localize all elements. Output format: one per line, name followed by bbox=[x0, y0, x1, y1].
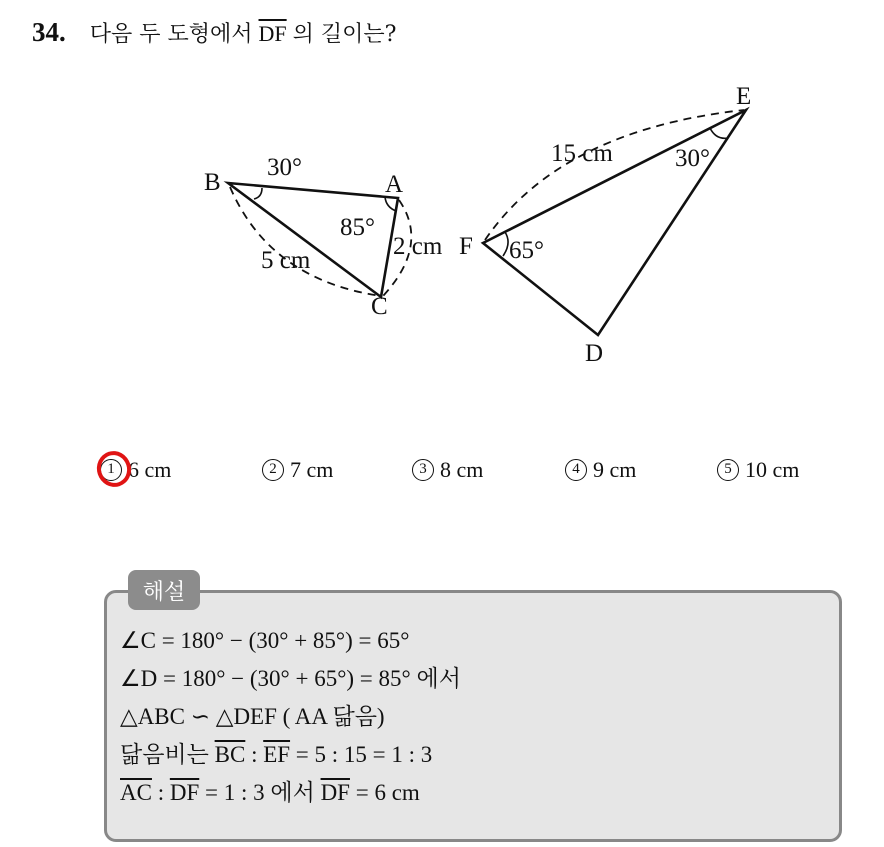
segment-ac: $\overline{AC}$ bbox=[120, 780, 152, 805]
segment-ef: $\overline{EF}$ bbox=[263, 742, 291, 767]
choice-number: 2 bbox=[262, 459, 284, 481]
choice-4[interactable] bbox=[565, 450, 636, 490]
choice-number: 5 bbox=[717, 459, 739, 481]
solution-text: 닮음비는 bbox=[120, 742, 215, 767]
label-e: E bbox=[736, 83, 752, 110]
solution-text: = 6 cm bbox=[349, 780, 420, 805]
solution-text: = 5 : 15 = 1 : 3 bbox=[290, 742, 433, 767]
choice-5[interactable] bbox=[717, 450, 799, 490]
angle-mark-a bbox=[385, 197, 396, 211]
angle-mark-e bbox=[710, 128, 728, 138]
question-text-before: 다음 두 도형에서 bbox=[89, 21, 253, 47]
segment-bc: $\overline{BC}$ bbox=[214, 742, 246, 767]
label-d: D bbox=[585, 340, 604, 367]
segment-df: $\overline{DF}$ bbox=[169, 780, 200, 805]
solution-text: ∠D = 180° − (30° + 65°) = 85° 에서 bbox=[120, 666, 461, 691]
solution-text: : bbox=[245, 742, 264, 767]
label-angle-f: 65° bbox=[509, 237, 544, 264]
label-c: C bbox=[371, 293, 388, 320]
label-angle-b: 30° bbox=[267, 154, 302, 181]
angle-mark-b bbox=[254, 188, 262, 199]
choice-2[interactable] bbox=[262, 450, 333, 490]
solution-line-4 bbox=[120, 736, 461, 774]
label-angle-a: 85° bbox=[340, 214, 375, 241]
solution-text: △ABC ∽ △DEF ( AA 닮음) bbox=[120, 704, 385, 729]
choice-number: 1 bbox=[100, 459, 122, 481]
choice-text: 8 cm bbox=[440, 457, 484, 482]
solution-text: ∠C = 180° − (30° + 85°) = 65° bbox=[120, 628, 410, 653]
angle-mark-f bbox=[503, 232, 508, 256]
question-text-after: 의 길이는? bbox=[292, 21, 397, 47]
solution-tag: 해설 bbox=[128, 570, 200, 610]
choice-list bbox=[100, 450, 840, 490]
answer-mark-circle bbox=[92, 447, 135, 492]
triangle-def bbox=[483, 110, 746, 335]
label-len-ac: 2 cm bbox=[393, 233, 443, 260]
choice-3[interactable] bbox=[412, 450, 483, 490]
label-len-bc: 5 cm bbox=[261, 247, 311, 274]
question-number: 34. bbox=[32, 16, 66, 47]
solution-line-2 bbox=[120, 660, 461, 698]
label-len-ef: 15 cm bbox=[551, 140, 613, 167]
choice-1[interactable] bbox=[100, 450, 171, 490]
solution-line-3 bbox=[120, 698, 461, 736]
label-b: B bbox=[204, 169, 221, 196]
solution-text: = 1 : 3 에서 bbox=[199, 780, 321, 805]
solution-text: : bbox=[151, 780, 170, 805]
solution-body bbox=[120, 622, 461, 812]
solution-line-5 bbox=[120, 774, 461, 812]
label-f: F bbox=[459, 233, 473, 260]
choice-text: 6 cm bbox=[128, 457, 172, 482]
choice-number: 3 bbox=[412, 459, 434, 481]
choice-number: 4 bbox=[565, 459, 587, 481]
choice-text: 9 cm bbox=[593, 457, 637, 482]
label-angle-e: 30° bbox=[675, 145, 710, 172]
triangle-figure bbox=[0, 0, 884, 420]
choice-text: 10 cm bbox=[745, 457, 800, 482]
segment-df: $\overline{DF}$ bbox=[258, 20, 287, 46]
label-a: A bbox=[385, 171, 404, 198]
solution-line-1 bbox=[120, 622, 461, 660]
segment-df: $\overline{DF}$ bbox=[320, 780, 350, 805]
choice-text: 7 cm bbox=[290, 457, 334, 482]
